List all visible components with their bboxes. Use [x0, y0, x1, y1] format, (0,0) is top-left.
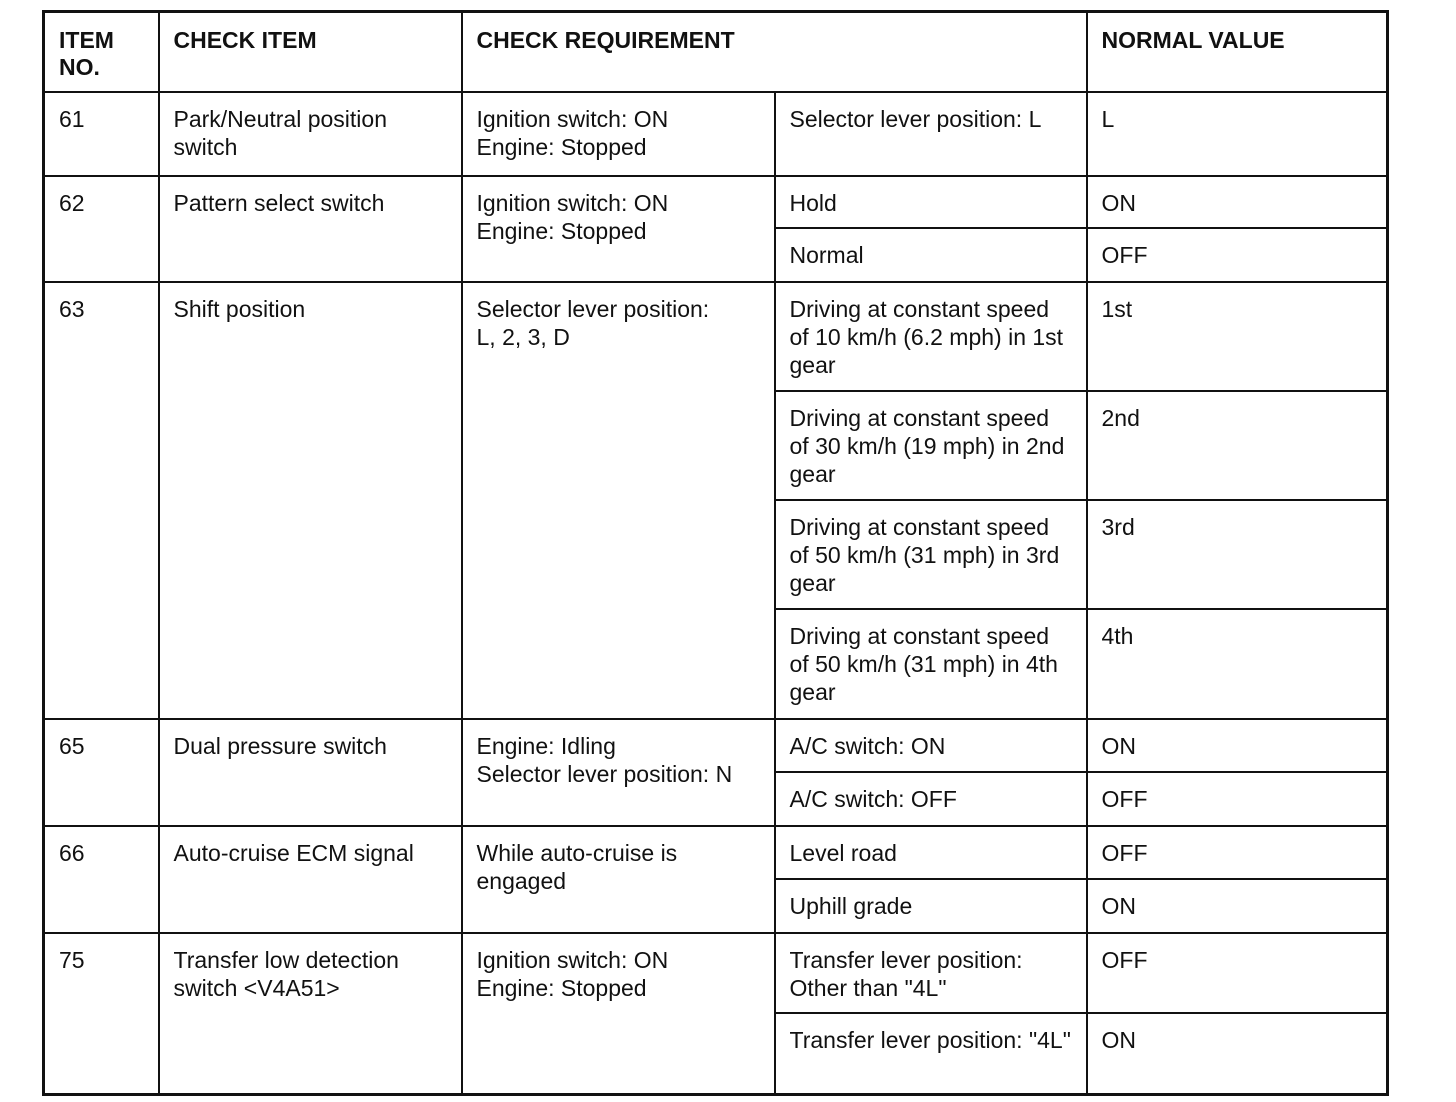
item-no-cell: 63: [44, 282, 159, 719]
header-check-item: CHECK ITEM: [159, 12, 462, 92]
condition-cell: Transfer lever position: Other than "4L": [775, 933, 1087, 1013]
header-item-no: ITEM NO.: [44, 12, 159, 92]
table-row: [44, 282, 1388, 391]
check-item-cell: Park/Neutral position switch: [159, 92, 462, 176]
condition-cell: Level road: [775, 826, 1087, 879]
header-row: [44, 12, 1388, 92]
check-item-table: [42, 10, 1389, 1096]
normal-value-cell: ON: [1087, 176, 1388, 228]
check-item-cell: Transfer low detection switch <V4A51>: [159, 933, 462, 1095]
normal-value-cell: OFF: [1087, 772, 1388, 826]
table-row: [44, 826, 1388, 879]
condition-cell: A/C switch: OFF: [775, 772, 1087, 826]
condition-cell: Selector lever position: L: [775, 92, 1087, 176]
normal-value-cell: 2nd: [1087, 391, 1388, 500]
header-check-requirement: CHECK REQUIREMENT: [462, 12, 1087, 92]
check-item-cell: Dual pressure switch: [159, 719, 462, 826]
condition-cell: Driving at constant speed of 50 km/h (31 mph) in 3rd gear: [775, 500, 1087, 609]
normal-value-cell: 1st: [1087, 282, 1388, 391]
requirement-cell: Ignition switch: ON Engine: Stopped: [462, 92, 775, 176]
requirement-cell: Ignition switch: ON Engine: Stopped: [462, 933, 775, 1095]
normal-value-cell: OFF: [1087, 228, 1388, 282]
table-row: [44, 92, 1388, 176]
condition-cell: Driving at constant speed of 30 km/h (19 mph) in 2nd gear: [775, 391, 1087, 500]
requirement-cell: Engine: Idling Selector lever position: N: [462, 719, 775, 826]
item-no-cell: 66: [44, 826, 159, 933]
check-item-cell: Shift position: [159, 282, 462, 719]
normal-value-cell: ON: [1087, 719, 1388, 772]
normal-value-cell: ON: [1087, 879, 1388, 933]
check-item-cell: Pattern select switch: [159, 176, 462, 282]
check-item-cell: Auto-cruise ECM signal: [159, 826, 462, 933]
table-row: [44, 719, 1388, 772]
normal-value-cell: L: [1087, 92, 1388, 176]
normal-value-cell: 4th: [1087, 609, 1388, 719]
condition-cell: Uphill grade: [775, 879, 1087, 933]
normal-value-cell: 3rd: [1087, 500, 1388, 609]
normal-value-cell: ON: [1087, 1013, 1388, 1095]
item-no-cell: 61: [44, 92, 159, 176]
requirement-cell: Ignition switch: ON Engine: Stopped: [462, 176, 775, 282]
item-no-cell: 65: [44, 719, 159, 826]
normal-value-cell: OFF: [1087, 933, 1388, 1013]
header-normal-value: NORMAL VALUE: [1087, 12, 1388, 92]
requirement-cell: Selector lever position: L, 2, 3, D: [462, 282, 775, 719]
condition-cell: Driving at constant speed of 50 km/h (31 mph) in 4th gear: [775, 609, 1087, 719]
condition-cell: A/C switch: ON: [775, 719, 1087, 772]
condition-cell: Transfer lever position: "4L": [775, 1013, 1087, 1095]
requirement-cell: While auto-cruise is engaged: [462, 826, 775, 933]
condition-cell: Hold: [775, 176, 1087, 228]
table-row: [44, 933, 1388, 1013]
item-no-cell: 75: [44, 933, 159, 1095]
condition-cell: Driving at constant speed of 10 km/h (6.2 mph) in 1st gear: [775, 282, 1087, 391]
normal-value-cell: OFF: [1087, 826, 1388, 879]
item-no-cell: 62: [44, 176, 159, 282]
table-row: [44, 176, 1388, 228]
condition-cell: Normal: [775, 228, 1087, 282]
